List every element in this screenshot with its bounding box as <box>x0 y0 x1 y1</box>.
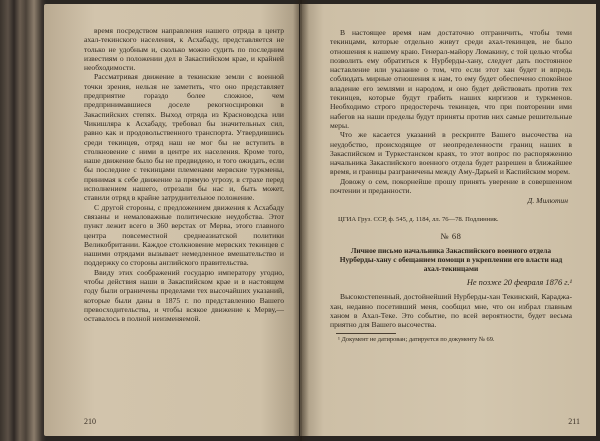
left-page <box>44 4 299 436</box>
document-date: Не позже 20 февраля 1876 г.¹ <box>466 277 572 287</box>
right-paragraph: Что же касается указаний в рескрипте Вашего высочества на неудобство, происходящее от неопределенности границ наших в Закаспийском и Туркестанском краях, то этот вопрос по распоряжению начальника Закаспийского военного отдела будет разрешен в ближайшее время, и границы разграничены между Аму-Дарьей и Каспийским морем. <box>330 130 572 177</box>
right-paragraph: Довожу о сем, покорнейше прошу принять уверение в совершенном почтении и преданности. <box>330 176 572 196</box>
left-page-number: 210 <box>84 417 96 426</box>
archive-reference: ЦГИА Груз. ССР, ф. 545, д. 1184, лл. 76—78. Подлинник. <box>338 215 499 223</box>
left-paragraph: С другой стороны, с предложением движения к Асхабаду связаны и немаловажные политические неудобства. Этот пункт лежит всего в 360 верстах от Мерва, этого главного центра повсеместной среднеазиатской политики Великобритании. Каждое столкновение мервских текинцев с нашими отрядами вызывает немедленное вмешательство и поддержку со стороны английского правительства. <box>84 202 284 268</box>
right-page-number: 211 <box>568 417 580 426</box>
signature: Д. Милютин <box>527 196 568 206</box>
right-page-text <box>330 28 572 344</box>
letter-text: Высокостепенный, достойнейший Нурберды-хан Текинский, Караджа-хан, недавно посетивший меня, сообщил мне, что он избрал главным ханом в Ахал-Теке. Это событие, по всей вероятности, будет весьма приятно для Вашего высочества. <box>330 292 572 330</box>
left-paragraph: Ввиду этих соображений государю императору угодно, чтобы действия наши в Закаспийском крае и в настоящем году были ограничены пределами тех высочайших указаний, которые были даны в 1875 г. по представлению Вашего превосходительства, и чтобы всякое движение к Мерву,—оставалось в полной неизменяемой. <box>84 267 284 324</box>
document-number: № 68 <box>440 230 462 241</box>
left-paragraph: Рассматривая движение в текинские земли с военной точки зрения, нельзя не заметить, что оно представляет предприятие гораздо более сложное, чем предпринимавшиеся доселе рекогносцировки в Закаспийских степях. Выход отряда из Красноводска или Чикишляра к Асхабаду, требовал бы значительных сил, равно как и продовольственного транспорта. Утвердившись среди текинцев, отряд наш не мог бы не вступить в столкновение с ними в центре их населения. Кроме того, наше движение было бы не предвидено, и того ожидать, если бы последние с текинцами племенами мервские туркмены, принимая к себе движение за прямую угрозу, в страхе перед исполнением нашего, отрезали бы нас и, быть может, ставили отряд в крайне затруднительное положение. <box>84 72 284 203</box>
left-paragraph: время посредством направления нашего отряда в центр ахал-текинского населения, к Асхабаду, представляется не только не удобным и, сколько можно судить по последним известиям о положении дел в Закаспийском крае, и крайней необходимости. <box>84 26 284 73</box>
right-page <box>300 4 596 436</box>
right-paragraph: В настоящее время нам достаточно отграничить, чтобы теми текинцами, которые отдельно живут среди ахал-текинцев, не было отношения к нашему краю. Генерал-майору Ломакину, с той целью чтобы позволить ему обратиться к Нурберды-хану, следует дать постоянное наставление или указание о том, что если этот хан будет и впредь соблюдать мирные отношения к нам, то ему будет обеспечено спокойное владение его землями и народом, и оно будет действовать против тех текинцев, которые будут грабить наших киргизов и туркменов. Необходимо строго предостеречь текинцев, что при повторении ими набегов на наши пределы будут приняты против них самые решительные меры. <box>330 28 572 130</box>
footnote-divider <box>336 333 396 334</box>
left-page-text <box>84 26 284 324</box>
footnote: ¹ Документ не датирован; датируется по документу № 69. <box>338 336 495 344</box>
document-heading: Личное письмо начальника Закаспийского военного отдела Нурберды-хану с обещанием помощи в укреплении его власти над ахал-текинцами <box>339 245 563 273</box>
